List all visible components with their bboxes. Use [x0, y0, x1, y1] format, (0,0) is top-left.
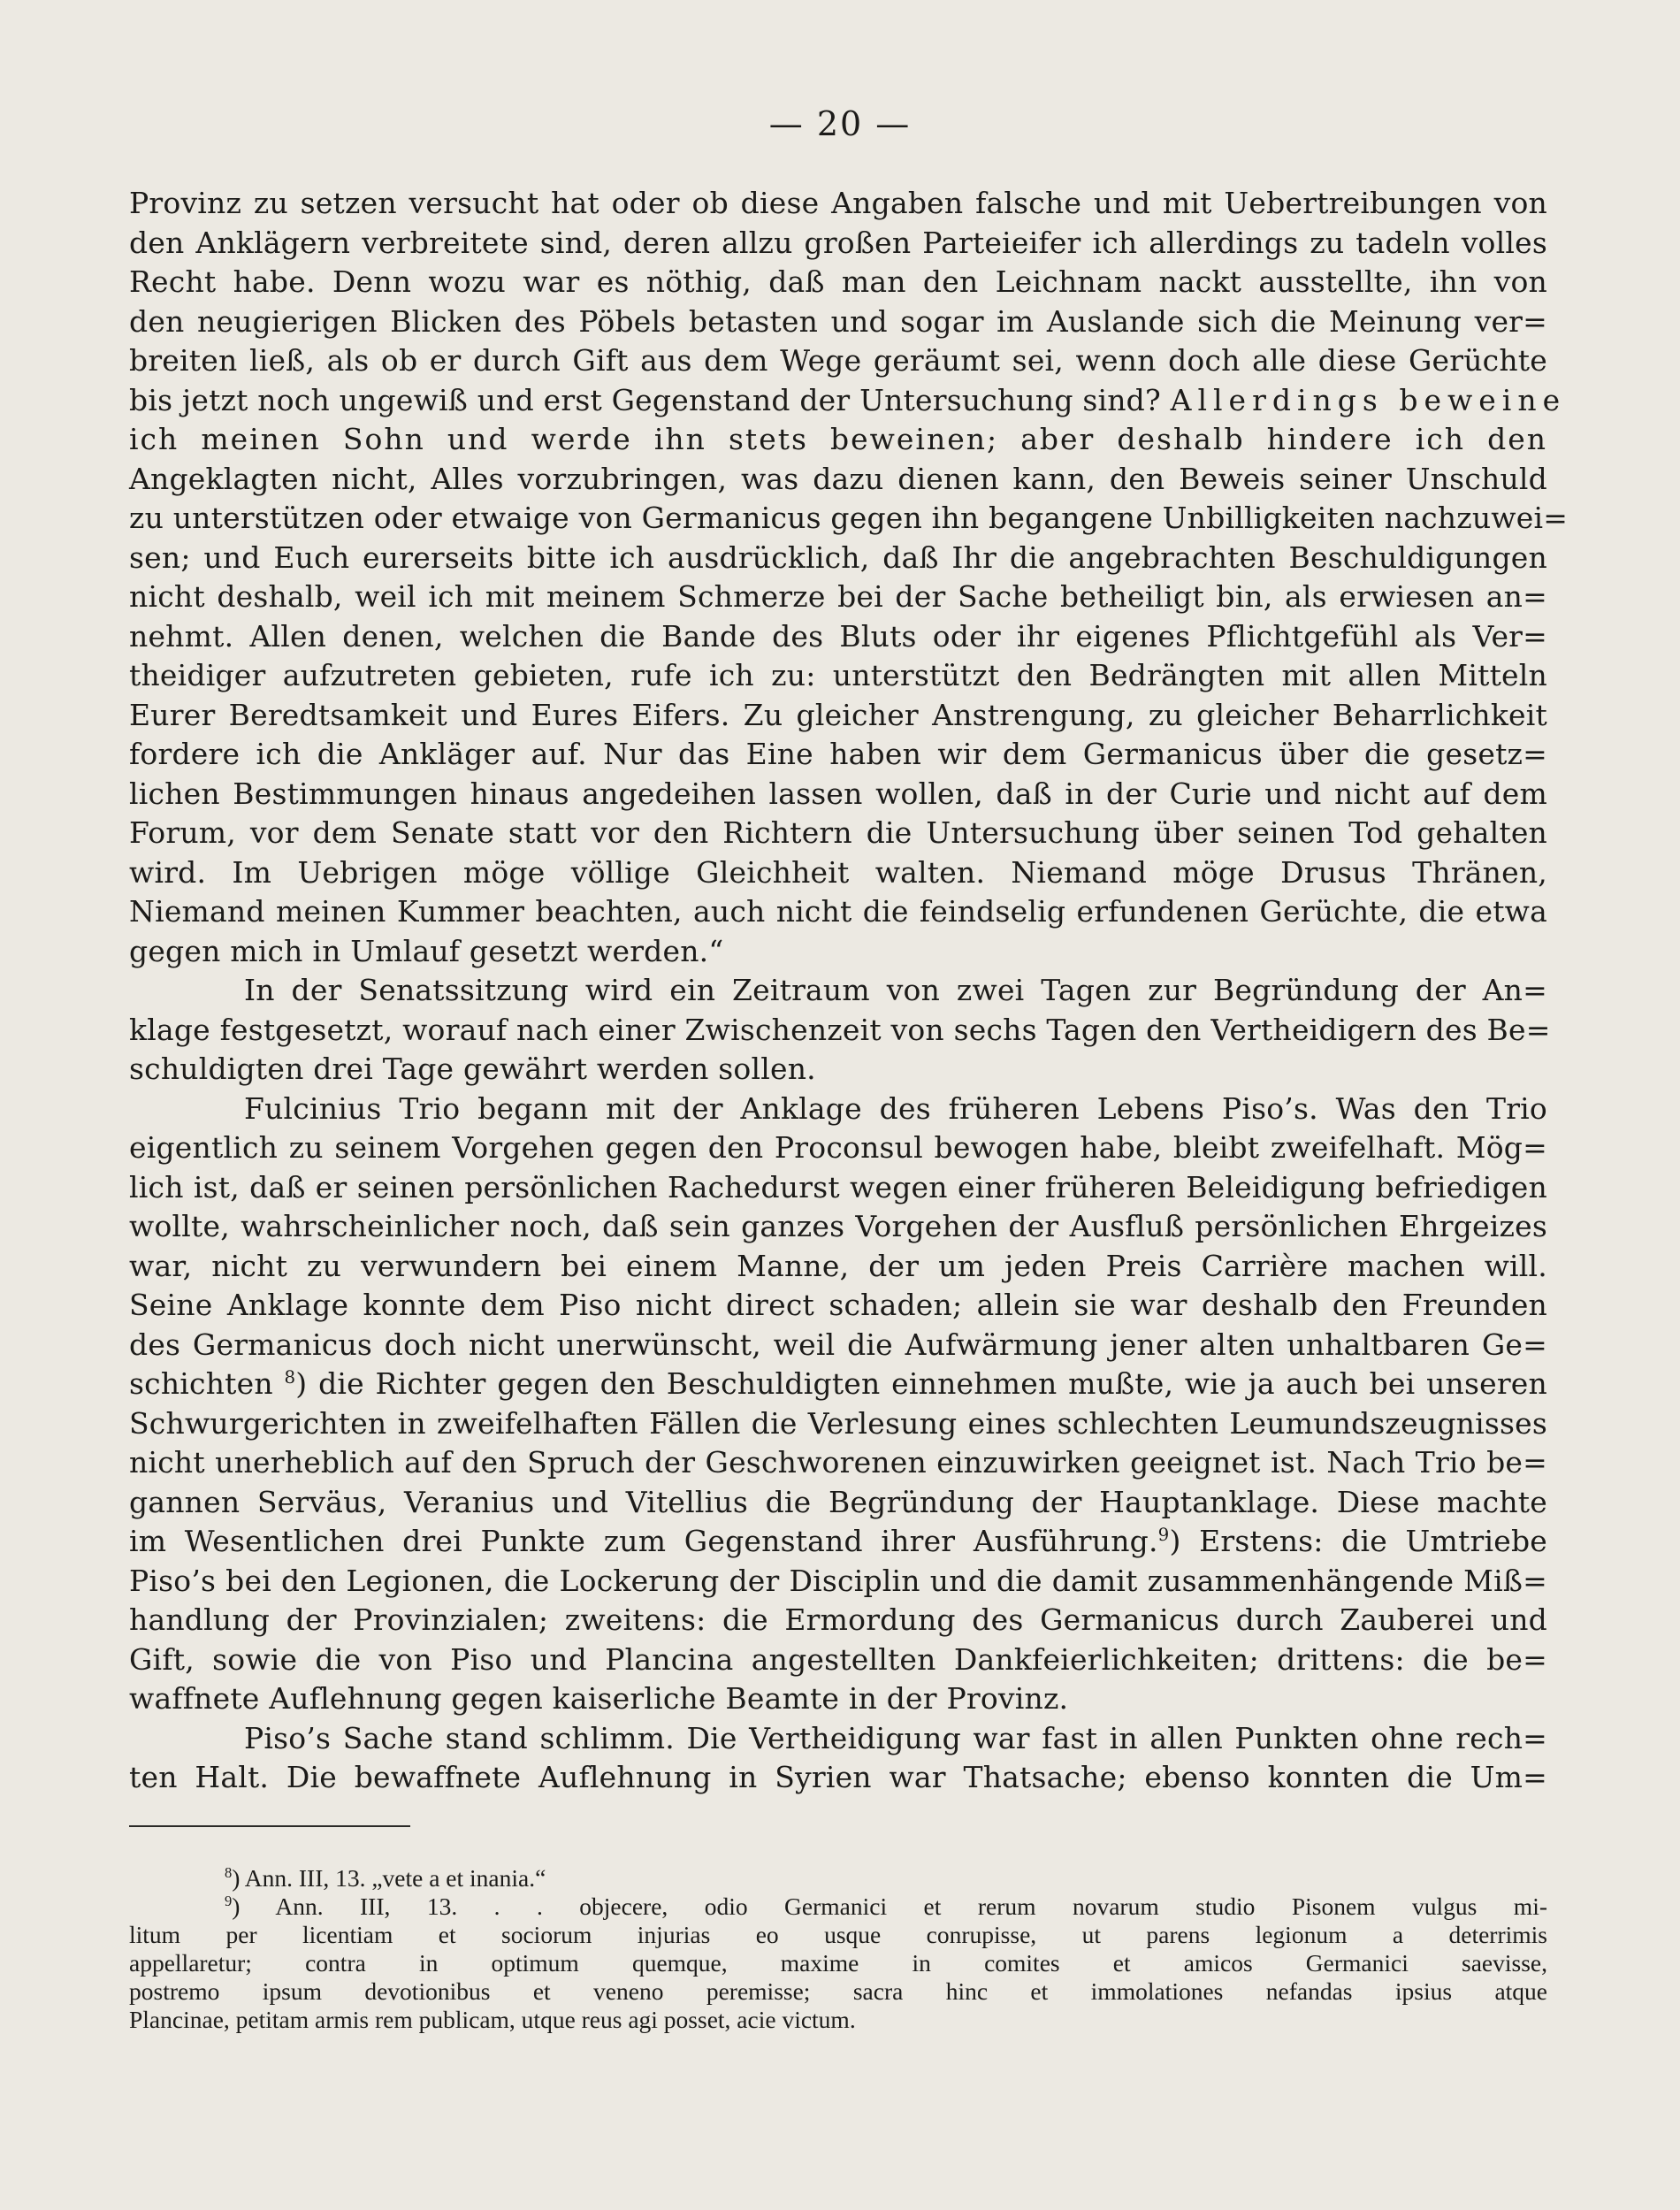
page-number: — 20 —: [768, 104, 912, 143]
text-line: nicht deshalb, weil ich mit meinem Schmerze bei der Sache betheiligt bin, als erwiesen an=: [129, 579, 1547, 614]
text-segment: bis jetzt noch ungewiß und erst Gegenstand der Untersuchung sind?: [129, 382, 1161, 417]
text-line: Gift, sowie die von Piso und Plancina angestellten Dankfeierlichkeiten; drittens: die be=: [129, 1641, 1547, 1677]
footnote-marker: 8: [225, 1863, 233, 1881]
text-line: theidiger aufzutreten gebieten, rufe ich zu: unterstützt den Bedrängten mit allen Mitteln: [129, 658, 1547, 692]
text-line: zu unterstützen oder etwaige von Germanicus gegen ihn begangene Unbilligkeiten nachzuwei=: [129, 501, 1569, 535]
text-line: Eurer Beredtsamkeit und Eures Eifers. Zu gleicher Anstrengung, zu gleicher Beharrlichkeit: [129, 697, 1547, 732]
text-line: sen; und Euch eurerseits bitte ich ausdrücklich, daß Ihr die angebrachten Beschuldigungen: [129, 539, 1547, 575]
text-line: fordere ich die Ankläger auf. Nur das Eine haben wir dem Germanicus über die gesetz=: [129, 737, 1547, 771]
text-line: des Germanicus doch nicht unerwünscht, weil die Aufwärmung jener alten unhaltbaren Ge=: [129, 1327, 1547, 1362]
text-line: Seine Anklage konnte dem Piso nicht direct schaden; allein sie war deshalb den Freunden: [129, 1288, 1547, 1322]
text-line: im Wesentlichen drei Punkte zum Gegenstand ihrer Ausführung.$^9$) Erstens: die Umtriebe: [129, 1524, 1547, 1558]
text-line: Niemand meinen Kummer beachten, auch nicht die feindselig erfundenen Gerüchte, die etwa: [129, 894, 1547, 929]
text-line: ich meinen Sohn und werde ihn stets beweinen; aber deshalb hindere ich den: [129, 422, 1547, 456]
footnote-marker: 9: [225, 1892, 233, 1909]
text-line: Schwurgerichten in zweifelhaften Fällen die Verlesung eines schlechten Leumundszeugnisses: [129, 1405, 1547, 1441]
text-line: Forum, vor dem Senate statt vor den Richtern die Untersuchung über seinen Tod gehalten: [129, 815, 1547, 850]
text-line: breiten ließ, als ob er durch Gift aus dem Wege geräumt sei, wenn doch alle diese Gerüchte: [129, 343, 1547, 378]
text-line: gannen Serväus, Veranius und Vitellius die Begründung der Hauptanklage. Diese machte: [129, 1484, 1547, 1519]
footnote-line: postremo ipsum devotionibus et veneno peremisse; sacra hinc et immolationes nefandas ipsius atque: [129, 1977, 1547, 2005]
text-line: gegen mich in Umlauf gesetzt werden.“: [129, 933, 724, 968]
text-line: klage festgesetzt, worauf nach einer Zwischenzeit von sechs Tagen den Vertheidigern des Be=: [129, 1012, 1551, 1047]
text-segment: schichten: [129, 1366, 273, 1401]
text-line: schuldigten drei Tage gewährt werden sollen.: [129, 1051, 816, 1086]
text-line: den Anklägern verbreitete sind, deren allzu großen Parteieifer ich allerdings zu tadeln volles: [129, 225, 1547, 260]
text-line: ten Halt. Die bewaffnete Auflehnung in Syrien war Thatsache; ebenso konnten die Um=: [129, 1760, 1547, 1794]
text-line: In der Senatssitzung wird ein Zeitraum von zwei Tagen zur Begründung der An=: [244, 973, 1547, 1007]
text-line: Provinz zu setzen versucht hat oder ob diese Angaben falsche und mit Uebertreibungen von: [129, 186, 1547, 220]
emphasized-text: Allerdings beweine: [1170, 382, 1567, 417]
footnote-ref: 8: [284, 1367, 296, 1388]
footnote-divider: [129, 1825, 410, 1827]
footnote-ref: 9: [1157, 1525, 1170, 1545]
footnote-line: appellaretur; contra in optimum quemque, maxime in comites et amicos Germanici saevisse,: [129, 1949, 1547, 1977]
text-line: den neugierigen Blicken des Pöbels betasten und sogar im Auslande sich die Meinung ver=: [129, 303, 1547, 339]
text-line: nehmt. Allen denen, welchen die Bande des Bluts oder ihr eigenes Pflichtgefühl als Ver=: [129, 618, 1547, 654]
footnote-text: Ann. III, 13. . . objecere, odio Germanici et rerum novarum studio Pisonem vulgus mi-: [275, 1893, 1547, 1920]
footnote-line: Plancinae, petitam armis rem publicam, utque reus agi posset, acie victum.: [129, 2006, 856, 2033]
text-line: handlung der Provinzialen; zweitens: die Ermordung des Germanicus durch Zauberei und: [129, 1602, 1547, 1637]
text-line: wird. Im Uebrigen möge völlige Gleichheit walten. Niemand möge Drusus Thränen,: [129, 854, 1547, 890]
text-segment: im Wesentlichen drei Punkte zum Gegenstand ihrer Ausführung.: [129, 1524, 1158, 1558]
text-line: eigentlich zu seinem Vorgehen gegen den Proconsul bewogen habe, bleibt zweifelhaft. Mög=: [129, 1130, 1547, 1165]
text-line: Angeklagten nicht, Alles vorzubringen, was dazu dienen kann, den Beweis seiner Unschuld: [129, 461, 1547, 496]
footnote-line: litum per licentiam et sociorum injurias eo usque conrupisse, ut parens legionum a deterrimis: [129, 1921, 1547, 1948]
text-line: nicht unerheblich auf den Spruch der Geschworenen einzuwirken geeignet ist. Nach Trio be=: [129, 1445, 1547, 1480]
text-segment: Erstens: die Umtriebe: [1199, 1524, 1547, 1558]
body-text: [129, 184, 1569, 1798]
footnote-line: $^8$) Ann. III, 13. „vete a et inania.“: [225, 1863, 546, 1892]
text-line: lichen Bestimmungen hinaus angedeihen lassen wollen, daß in der Curie und nicht auf dem: [129, 776, 1547, 811]
text-line: war, nicht zu verwundern bei einem Manne, der um jeden Preis Carrière machen will.: [129, 1248, 1547, 1283]
text-line: wollte, wahrscheinlicher noch, daß sein ganzes Vorgehen der Ausfluß persönlichen Ehrgeizes: [129, 1209, 1547, 1243]
text-segment: die Richter gegen den Beschuldigten einnehmen mußte, wie ja auch bei unseren: [318, 1366, 1547, 1401]
text-line: schichten $^8$) die Richter gegen den Beschuldigten einnehmen mußte, wie ja auch bei unseren: [129, 1366, 1547, 1401]
footnote-line: $^9$) Ann. III, 13. . . objecere, odio Germanici et rerum novarum studio Pisonem vulgus mi-: [225, 1892, 1547, 1920]
text-line: Fulcinius Trio begann mit der Anklage des früheren Lebens Piso’s. Was den Trio: [244, 1090, 1547, 1126]
text-line: Piso’s Sache stand schlimm. Die Vertheidigung war fast in allen Punkten ohne rech=: [244, 1720, 1547, 1755]
text-line: lich ist, daß er seinen persönlichen Rachedurst wegen einer früheren Beleidigung befriedigen: [129, 1169, 1547, 1204]
footnote-text: Ann. III, 13. „vete a et inania.“: [244, 1864, 546, 1892]
text-line: Recht habe. Denn wozu war es nöthig, daß man den Leichnam nackt ausstellte, ihn von: [129, 264, 1547, 299]
text-line: Piso’s bei den Legionen, die Lockerung der Disciplin und die damit zusammenhängende Miß=: [129, 1563, 1547, 1598]
footnotes: [129, 1864, 1547, 2034]
text-line: waffnete Auflehnung gegen kaiserliche Beamte in der Provinz.: [129, 1681, 1069, 1716]
text-line: [129, 381, 1567, 421]
